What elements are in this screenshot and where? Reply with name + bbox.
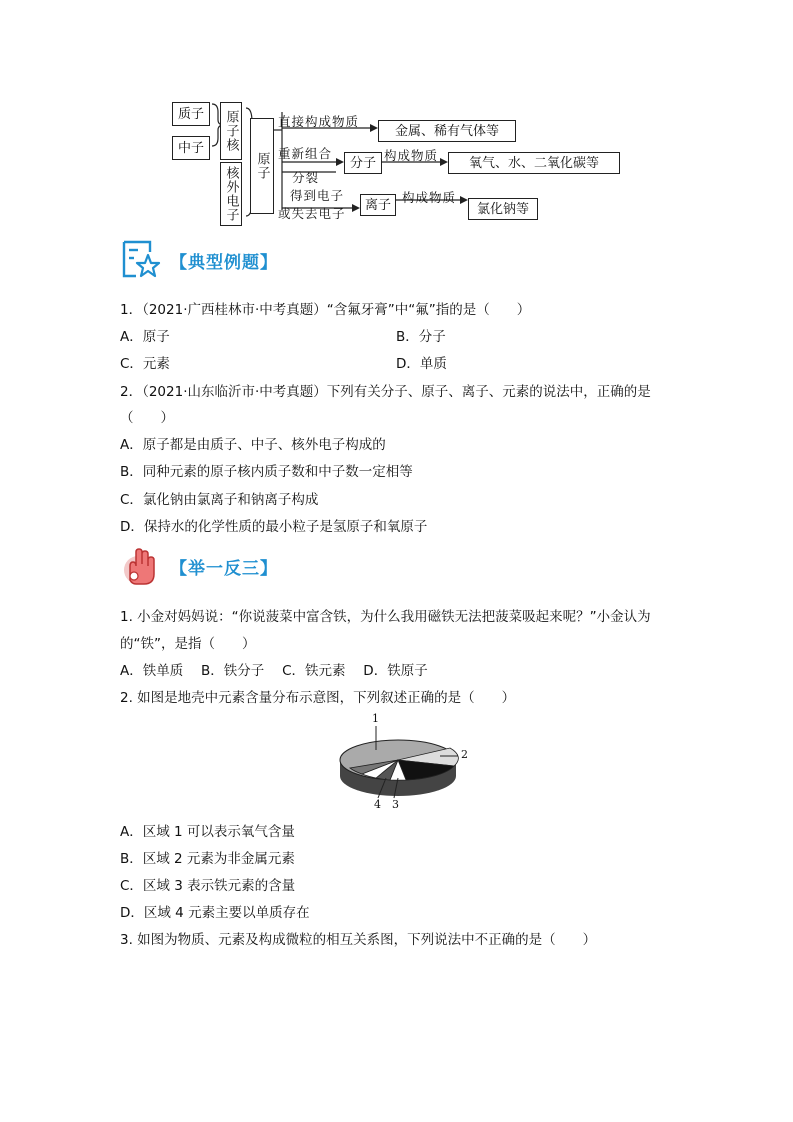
section-title: 【举一反三】 <box>170 558 278 579</box>
nucleus-box: 原子核 <box>220 102 242 160</box>
options-row: A．铁单质 B．铁分子 C．铁元素 D．铁原子 <box>120 663 428 679</box>
label-builds2: 构成物质 <box>402 190 457 205</box>
option-a: A．原子 <box>120 329 170 345</box>
option-b: B．同种元素的原子核内质子数和中子数一定相等 <box>120 464 413 480</box>
label-gain-electron: 得到电子 <box>290 188 345 203</box>
question-stem: 3. 如图为物质、元素及构成微粒的相互关系图，下列说法中不正确的是（ ） <box>120 932 597 948</box>
option-d: D．保持水的化学性质的最小粒子是氢原子和氧原子 <box>120 519 428 535</box>
section-typical-examples-header <box>120 238 278 282</box>
star-card-icon <box>120 238 162 282</box>
question-stem: 1．（2021·广西桂林市·中考真题）“含氟牙膏”中“氟”指的是（ ） <box>120 302 531 318</box>
pie-3d-chart <box>330 712 470 812</box>
question-stem: 2．（2021·山东临沂市·中考真题）下列有关分子、原子、离子、元素的说法中，正确的是 <box>120 384 651 400</box>
pie-label-2: 2 <box>461 748 468 761</box>
option-d: D．区域 4 元素主要以单质存在 <box>120 905 310 921</box>
option-b: B．区域 2 元素为非金属元素 <box>120 851 295 867</box>
ion-box: 离子 <box>360 194 396 216</box>
option-c: C．氯化钠由氯离子和钠离子构成 <box>120 492 319 508</box>
option-c: C．元素 <box>120 356 170 372</box>
pie-label-3: 3 <box>392 798 399 811</box>
label-split: 分裂 <box>292 170 320 185</box>
question-stem-continued: 的“铁”，是指（ ） <box>120 636 256 652</box>
question-stem: 1. 小金对妈妈说：“你说菠菜中富含铁，为什么我用磁铁无法把菠菜吸起来呢？”小金认为 <box>120 609 651 625</box>
neutron-box: 中子 <box>172 136 210 160</box>
question-stem: 2. 如图是地壳中元素含量分布示意图，下列叙述正确的是（ ） <box>120 690 516 706</box>
proton-box: 质子 <box>172 102 210 126</box>
option-a: A．原子都是由质子、中子、核外电子构成的 <box>120 437 386 453</box>
label-lose-electron: 或失去电子 <box>278 206 346 221</box>
option-c: C．区域 3 表示铁元素的含量 <box>120 878 296 894</box>
section-title: 【典型例题】 <box>170 252 278 273</box>
ion-examples-box: 氯化钠等 <box>468 198 538 220</box>
label-direct: 直接构成物质 <box>278 114 360 129</box>
metals-box: 金属、稀有气体等 <box>378 120 516 142</box>
option-b: B．分子 <box>396 329 446 345</box>
option-d: D．单质 <box>396 356 447 372</box>
atom-box: 原子 <box>250 118 274 214</box>
particle-relationship-diagram <box>170 98 630 226</box>
hand-icon <box>120 544 162 588</box>
molecule-box: 分子 <box>344 152 382 174</box>
electron-box: 核外电子 <box>220 162 242 226</box>
option-a: A．区域 1 可以表示氧气含量 <box>120 824 295 840</box>
label-builds1: 构成物质 <box>384 148 439 163</box>
pie-label-4: 4 <box>374 798 381 811</box>
section-practice-header <box>120 544 278 588</box>
answer-blank: （ ） <box>120 410 174 426</box>
pie-label-1: 1 <box>372 712 379 725</box>
label-recombine: 重新组合 <box>278 146 333 161</box>
crust-element-pie-figure <box>330 712 470 812</box>
molecule-examples-box: 氧气、水、二氧化碳等 <box>448 152 620 174</box>
